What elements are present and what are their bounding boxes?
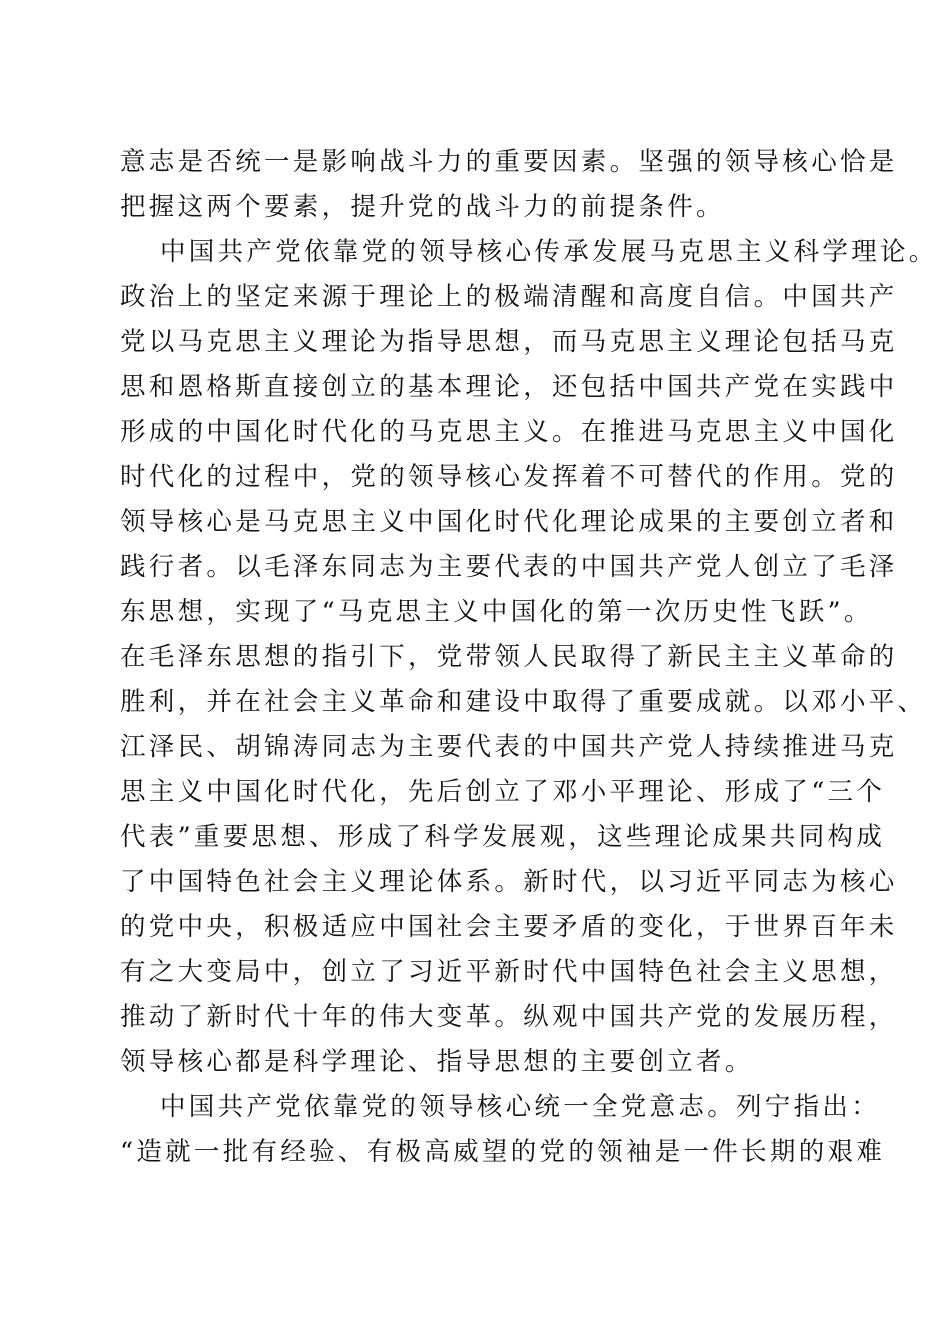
text-line: 践行者。以毛泽东同志为主要代表的中国共产党人创立了毛泽: [120, 552, 898, 582]
text-line: 思和恩格斯直接创立的基本理论，还包括中国共产党在实践中: [120, 372, 898, 402]
text-line: 把握这两个要素，提升党的战斗力的前提条件。: [120, 192, 725, 222]
text-line: 领导核心都是科学理论、指导思想的主要创立者。: [120, 1047, 754, 1077]
text-line: 时代化的过程中，党的领导核心发挥着不可替代的作用。党的: [120, 462, 898, 492]
text-line: “造就一批有经验、有极高威望的党的领袖是一件长期的艰难: [120, 1137, 886, 1167]
text-line: 推动了新时代十年的伟大变革。纵观中国共产党的发展历程，: [120, 1002, 898, 1032]
paragraph-first-line: 中国共产党依靠党的领导核心传承发展马克思主义科学理论。: [160, 237, 938, 267]
text-line: 有之大变局中，创立了习近平新时代中国特色社会主义思想，: [120, 957, 898, 987]
text-line: 党以马克思主义理论为指导思想，而马克思主义理论包括马克: [120, 327, 898, 357]
text-line: 政治上的坚定来源于理论上的极端清醒和高度自信。中国共产: [120, 282, 898, 312]
text-line: 江泽民、胡锦涛同志为主要代表的中国共产党人持续推进马克: [120, 732, 898, 762]
text-line: 领导核心是马克思主义中国化时代化理论成果的主要创立者和: [120, 507, 898, 537]
paragraph-first-line: 中国共产党依靠党的领导核心统一全党意志。列宁指出：: [160, 1092, 881, 1122]
text-line: 东思想，实现了“马克思主义中国化的第一次历史性飞跃”。: [120, 597, 873, 627]
text-line: 的党中央，积极适应中国社会主要矛盾的变化，于世界百年未: [120, 912, 898, 942]
text-line: 了中国特色社会主义理论体系。新时代，以习近平同志为核心: [120, 867, 898, 897]
text-line: 思主义中国化时代化，先后创立了邓小平理论、形成了“三个: [120, 777, 886, 807]
text-line: 意志是否统一是影响战斗力的重要因素。坚强的领导核心恰是: [120, 147, 898, 177]
text-line: 在毛泽东思想的指引下，党带领人民取得了新民主主义革命的: [120, 642, 898, 672]
text-line: 代表”重要思想、形成了科学发展观，这些理论成果共同构成: [120, 822, 886, 852]
text-line: 形成的中国化时代化的马克思主义。在推进马克思主义中国化: [120, 417, 898, 447]
text-line: 胜利，并在社会主义革命和建设中取得了重要成就。以邓小平、: [120, 687, 927, 717]
